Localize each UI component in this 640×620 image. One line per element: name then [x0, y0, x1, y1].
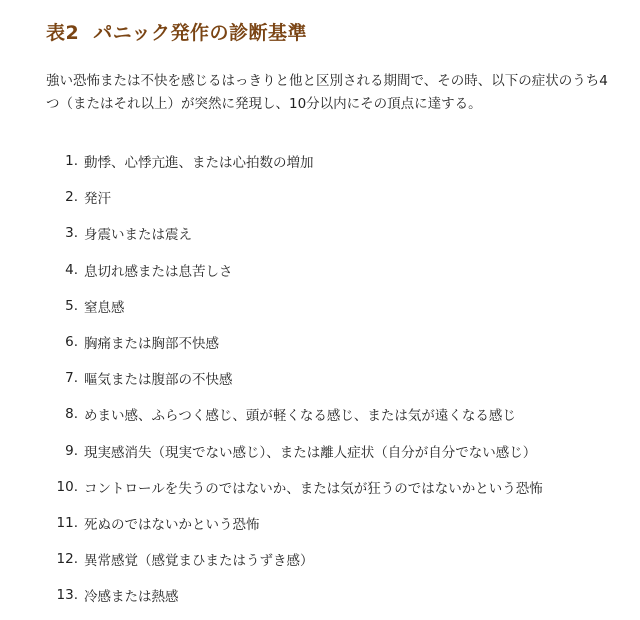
table-title-text: パニック発作の診断基準 — [93, 22, 307, 44]
intro-paragraph: 強い恐怖または不快を感じるはっきりと他と区別される期間で、その時、以下の症状のうち4つ（またはそれ以上）が突然に発現し、10分以内にその頂点に達する。 — [46, 73, 608, 112]
item-text: 異常感覚（感覚まひまたはうずき感） — [84, 553, 314, 570]
item-text: 現実感消失（現実でない感じ）、または離人症状（自分が自分でない感じ） — [84, 444, 537, 461]
item-number: 9. — [65, 442, 78, 459]
item-number: 13. — [56, 587, 78, 604]
item-number: 10. — [56, 478, 78, 495]
item-number: 4. — [65, 261, 78, 278]
list-item — [0, 505, 640, 541]
item-text: コントロールを失うのではないか、または気が狂うのではないかという恐怖 — [84, 480, 543, 497]
item-number: 7. — [65, 370, 78, 387]
item-text: 嘔気または腹部の不快感 — [84, 372, 233, 389]
item-number: 3. — [65, 225, 78, 242]
list-item — [0, 360, 640, 396]
item-text: 窒息感 — [84, 299, 125, 316]
list-item — [0, 541, 640, 577]
item-number: 1. — [65, 153, 78, 170]
table-title — [46, 18, 307, 45]
item-text: めまい感、ふらつく感じ、頭が軽くなる感じ、または気が遠くなる感じ — [84, 408, 516, 425]
list-item — [0, 252, 640, 288]
item-number: 6. — [65, 334, 78, 351]
list-item — [0, 433, 640, 469]
list-item — [0, 324, 640, 360]
item-text: 死ぬのではないかという恐怖 — [84, 516, 260, 533]
item-number: 2. — [65, 189, 78, 206]
list-item — [0, 179, 640, 215]
table-number: 表2 — [46, 22, 80, 44]
item-number: 8. — [65, 406, 78, 423]
item-text: 動悸、心悸亢進、または心拍数の増加 — [84, 155, 314, 172]
item-text: 発汗 — [84, 191, 111, 208]
list-item — [0, 577, 640, 613]
item-text: 冷感または熱感 — [84, 589, 179, 606]
list-item — [0, 288, 640, 324]
criteria-list — [0, 143, 640, 613]
item-text: 胸痛または胸部不快感 — [84, 336, 219, 353]
item-text: 身震いまたは震え — [84, 227, 192, 244]
item-number: 5. — [65, 297, 78, 314]
list-item — [0, 143, 640, 179]
list-item — [0, 215, 640, 251]
item-number: 12. — [56, 551, 78, 568]
item-text: 息切れ感または息苦しさ — [84, 263, 233, 280]
item-number: 11. — [56, 514, 78, 531]
list-item — [0, 396, 640, 432]
list-item — [0, 469, 640, 505]
